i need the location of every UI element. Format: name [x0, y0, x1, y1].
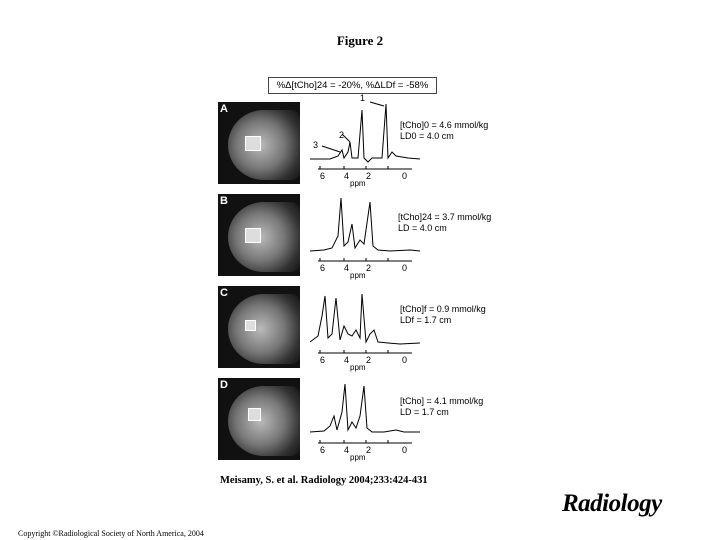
breast-scan	[228, 294, 300, 364]
tick-6: 6	[320, 355, 326, 365]
axis-unit: ppm	[350, 363, 366, 372]
axis-unit: ppm	[350, 271, 366, 280]
axis-unit: ppm	[350, 179, 366, 188]
tick-6: 6	[320, 445, 326, 455]
mri-image-a	[218, 102, 300, 184]
tick-2: 2	[366, 171, 372, 181]
copyright: Copyright ©Radiological Society of North America, 2004	[18, 529, 204, 538]
mri-image-b	[218, 194, 300, 276]
tick-0: 0	[402, 263, 408, 273]
conc-label-d: [tCho] = 4.1 mmol/kg	[400, 396, 484, 406]
tick-2: 2	[366, 445, 372, 455]
mri-image-d	[218, 378, 300, 460]
ld-label-b: LD = 4.0 cm	[398, 223, 447, 233]
conc-label-b: [tCho]24 = 3.7 mmol/kg	[398, 212, 492, 222]
peak-label-2: 2	[339, 130, 345, 140]
panel-label: C	[220, 287, 228, 299]
tick-0: 0	[402, 355, 408, 365]
citation: Meisamy, S. et al. Radiology 2004;233:424-431	[220, 475, 428, 486]
conc-label-c: [tCho]f = 0.9 mmol/kg	[400, 304, 486, 314]
mri-image-c	[218, 286, 300, 368]
breast-scan	[228, 202, 300, 272]
panel-label: D	[220, 379, 228, 391]
tick-0: 0	[402, 171, 408, 181]
breast-scan	[228, 110, 300, 180]
tick-4: 4	[344, 171, 350, 181]
voi-box	[248, 408, 261, 421]
voi-box	[245, 320, 256, 331]
tick-2: 2	[366, 355, 372, 365]
tick-4: 4	[344, 263, 350, 273]
ld-label-a: LD0 = 4.0 cm	[400, 131, 454, 141]
breast-scan	[228, 386, 300, 456]
voi-box	[245, 136, 261, 151]
conc-label-a: [tCho]0 = 4.6 mmol/kg	[400, 120, 489, 130]
voi-box	[245, 228, 261, 243]
peak-label-1: 1	[360, 93, 366, 103]
axis-unit: ppm	[350, 453, 366, 462]
tick-6: 6	[320, 263, 326, 273]
journal-logo: Radiology	[562, 490, 662, 517]
panel-label: A	[220, 103, 228, 115]
panel-label: B	[220, 195, 228, 207]
figure-title: Figure 2	[336, 33, 384, 48]
tick-4: 4	[344, 355, 350, 365]
tick-4: 4	[344, 445, 350, 455]
tick-0: 0	[402, 445, 408, 455]
tick-6: 6	[320, 171, 326, 181]
ld-label-c: LDf = 1.7 cm	[400, 315, 452, 325]
ld-label-d: LD = 1.7 cm	[400, 407, 449, 417]
peak-label-3: 3	[313, 140, 319, 150]
header-box: %Δ[tCho]24 = -20%, %ΔLDf = -58%	[268, 77, 437, 94]
tick-2: 2	[366, 263, 372, 273]
